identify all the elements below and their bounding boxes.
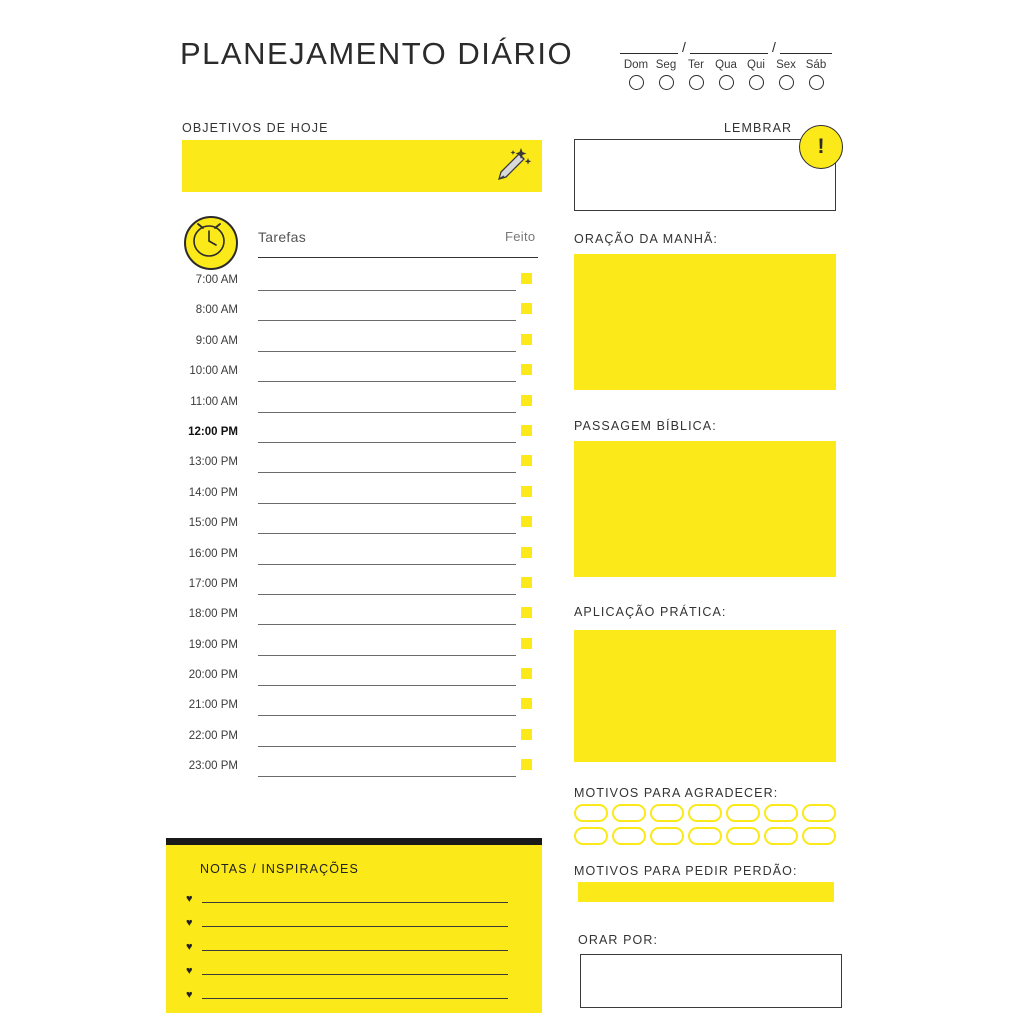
row-time: 21:00 PM xyxy=(188,699,238,712)
clock-icon xyxy=(184,216,238,270)
weekday-label-ter: Ter xyxy=(688,59,704,71)
row-done-checkbox[interactable] xyxy=(521,334,532,345)
weekday-radio-ter[interactable] xyxy=(683,75,709,90)
notes-label: NOTAS / INSPIRAÇÕES xyxy=(200,862,359,876)
gratitude-oval[interactable] xyxy=(764,804,798,822)
row-time: 23:00 PM xyxy=(188,760,238,773)
row-done-checkbox[interactable] xyxy=(521,729,532,740)
schedule-row[interactable] xyxy=(180,724,540,754)
row-done-checkbox[interactable] xyxy=(521,607,532,618)
row-done-checkbox[interactable] xyxy=(521,516,532,527)
forgiveness-input[interactable] xyxy=(578,882,834,902)
gratitude-oval[interactable] xyxy=(764,827,798,845)
heart-icon: ♥ xyxy=(186,989,193,1001)
gratitude-oval[interactable] xyxy=(650,827,684,845)
row-done-checkbox[interactable] xyxy=(521,273,532,284)
note-write-line[interactable] xyxy=(202,950,508,951)
gratitude-oval[interactable] xyxy=(726,827,760,845)
row-write-line[interactable] xyxy=(258,564,516,565)
schedule-row[interactable] xyxy=(180,633,540,663)
date-field-group[interactable] xyxy=(620,34,832,90)
schedule-row[interactable] xyxy=(180,511,540,541)
alert-icon: ! xyxy=(799,125,843,169)
schedule-row[interactable] xyxy=(180,572,540,602)
note-line-row[interactable] xyxy=(186,893,508,905)
practical-application-input[interactable] xyxy=(574,630,836,762)
row-done-checkbox[interactable] xyxy=(521,395,532,406)
row-time: 8:00 AM xyxy=(195,304,238,317)
gratitude-oval[interactable] xyxy=(688,827,722,845)
row-done-checkbox[interactable] xyxy=(521,577,532,588)
schedule-row[interactable] xyxy=(180,359,540,389)
weekday-label-sab: Sáb xyxy=(805,59,827,71)
schedule-row[interactable] xyxy=(180,481,540,511)
weekday-radio-sab[interactable] xyxy=(803,75,829,90)
weekday-radio-sex[interactable] xyxy=(773,75,799,90)
row-done-checkbox[interactable] xyxy=(521,425,532,436)
row-time: 7:00 AM xyxy=(195,274,238,286)
schedule-row[interactable] xyxy=(180,693,540,723)
row-time: 9:00 AM xyxy=(195,334,238,347)
row-time: 22:00 PM xyxy=(188,729,238,742)
gratitude-oval[interactable] xyxy=(802,827,836,845)
row-write-line[interactable] xyxy=(258,412,516,413)
row-write-line[interactable] xyxy=(258,290,516,291)
gratitude-oval[interactable] xyxy=(574,827,608,845)
heart-icon: ♥ xyxy=(186,917,193,929)
row-write-line[interactable] xyxy=(258,472,516,473)
row-time: 19:00 PM xyxy=(188,638,238,651)
row-time: 10:00 AM xyxy=(189,365,238,378)
date-year-line[interactable] xyxy=(780,39,832,54)
date-day-line[interactable] xyxy=(620,39,678,54)
weekday-labels xyxy=(620,59,832,71)
row-done-checkbox[interactable] xyxy=(521,455,532,466)
remember-input[interactable] xyxy=(574,139,836,211)
remember-label: LEMBRAR xyxy=(724,121,793,135)
row-write-line[interactable] xyxy=(258,320,516,321)
row-write-line[interactable] xyxy=(258,442,516,443)
bible-passage-input[interactable] xyxy=(574,441,836,577)
schedule-row[interactable] xyxy=(180,542,540,572)
row-time: 16:00 PM xyxy=(188,547,238,560)
row-time: 15:00 PM xyxy=(188,517,238,530)
gratitude-oval[interactable] xyxy=(612,804,646,822)
row-done-checkbox[interactable] xyxy=(521,668,532,679)
schedule-row[interactable] xyxy=(180,268,540,298)
row-write-line[interactable] xyxy=(258,533,516,534)
row-time: 12:00 PM xyxy=(188,425,238,438)
row-write-line[interactable] xyxy=(258,594,516,595)
date-lines[interactable] xyxy=(620,34,832,54)
row-time: 20:00 PM xyxy=(188,669,238,682)
row-done-checkbox[interactable] xyxy=(521,364,532,375)
gratitude-oval-row xyxy=(574,804,836,822)
row-write-line[interactable] xyxy=(258,655,516,656)
note-write-line[interactable] xyxy=(202,998,508,999)
row-done-checkbox[interactable] xyxy=(521,759,532,770)
morning-prayer-input[interactable] xyxy=(574,254,836,390)
row-done-checkbox[interactable] xyxy=(521,547,532,558)
table-header-rule xyxy=(258,257,538,258)
objectives-label: OBJETIVOS DE HOJE xyxy=(182,121,329,135)
note-write-line[interactable] xyxy=(202,926,508,927)
schedule-row[interactable] xyxy=(180,663,540,693)
gratitude-ovals xyxy=(574,804,836,850)
date-slash-2: / xyxy=(772,39,776,55)
row-time: 17:00 PM xyxy=(188,577,238,590)
heart-icon: ♥ xyxy=(186,893,193,905)
practical-application-label: APLICAÇÃO PRÁTICA: xyxy=(574,605,727,619)
row-write-line[interactable] xyxy=(258,624,516,625)
row-write-line[interactable] xyxy=(258,746,516,747)
bible-passage-label: PASSAGEM BÍBLICA: xyxy=(574,419,717,433)
schedule-row[interactable] xyxy=(180,420,540,450)
note-write-line[interactable] xyxy=(202,974,508,975)
schedule-row[interactable] xyxy=(180,329,540,359)
weekday-label-seg: Seg xyxy=(655,59,677,71)
weekday-label-qui: Qui xyxy=(747,59,765,71)
tasks-column-header: Tarefas xyxy=(258,229,307,245)
forgiveness-label: MOTIVOS PARA PEDIR PERDÃO: xyxy=(574,864,798,878)
weekday-radio-qua[interactable] xyxy=(713,75,739,90)
row-done-checkbox[interactable] xyxy=(521,638,532,649)
morning-prayer-label: ORAÇÃO DA MANHÃ: xyxy=(574,232,719,246)
row-write-line[interactable] xyxy=(258,776,516,777)
weekday-label-dom: Dom xyxy=(623,59,649,71)
row-time: 11:00 AM xyxy=(190,395,238,408)
gratitude-oval[interactable] xyxy=(612,827,646,845)
row-write-line[interactable] xyxy=(258,351,516,352)
done-column-header: Feito xyxy=(505,229,536,244)
note-line-row[interactable] xyxy=(186,965,508,977)
pray-for-input[interactable] xyxy=(580,954,842,1008)
schedule-row[interactable] xyxy=(180,390,540,420)
row-time: 13:00 PM xyxy=(188,456,238,469)
note-line-row[interactable] xyxy=(186,989,508,1001)
row-done-checkbox[interactable] xyxy=(521,486,532,497)
objectives-input[interactable] xyxy=(182,140,542,192)
date-slash-1: / xyxy=(682,39,686,55)
gratitude-oval[interactable] xyxy=(802,804,836,822)
gratitude-oval[interactable] xyxy=(726,804,760,822)
schedule-rows xyxy=(180,268,540,785)
schedule-row[interactable] xyxy=(180,602,540,632)
gratitude-oval[interactable] xyxy=(650,804,684,822)
schedule-row[interactable] xyxy=(180,450,540,480)
weekday-label-sex: Sex xyxy=(776,59,796,71)
gratitude-oval[interactable] xyxy=(574,804,608,822)
weekday-radio-seg[interactable] xyxy=(653,75,679,90)
row-time: 18:00 PM xyxy=(188,608,238,621)
heart-icon: ♥ xyxy=(186,941,193,953)
page-title: PLANEJAMENTO DIÁRIO xyxy=(180,36,574,71)
weekday-radio-dom[interactable] xyxy=(623,75,649,90)
weekday-selectors[interactable] xyxy=(620,75,832,90)
row-time: 14:00 PM xyxy=(188,486,238,499)
pray-for-label: ORAR POR: xyxy=(578,933,659,947)
note-write-line[interactable] xyxy=(202,902,508,903)
schedule-row[interactable] xyxy=(180,298,540,328)
weekday-label-qua: Qua xyxy=(715,59,737,71)
gratitude-oval[interactable] xyxy=(688,804,722,822)
note-line-row[interactable] xyxy=(186,917,508,929)
date-month-line[interactable] xyxy=(690,39,768,54)
row-done-checkbox[interactable] xyxy=(521,698,532,709)
row-write-line[interactable] xyxy=(258,715,516,716)
note-line-row[interactable] xyxy=(186,941,508,953)
pencil-icon xyxy=(490,144,534,188)
row-write-line[interactable] xyxy=(258,685,516,686)
gratitude-oval-row xyxy=(574,827,836,845)
row-write-line[interactable] xyxy=(258,381,516,382)
row-done-checkbox[interactable] xyxy=(521,303,532,314)
row-write-line[interactable] xyxy=(258,503,516,504)
heart-icon: ♥ xyxy=(186,965,193,977)
gratitude-label: MOTIVOS PARA AGRADECER: xyxy=(574,786,779,800)
schedule-row[interactable] xyxy=(180,754,540,784)
weekday-radio-qui[interactable] xyxy=(743,75,769,90)
